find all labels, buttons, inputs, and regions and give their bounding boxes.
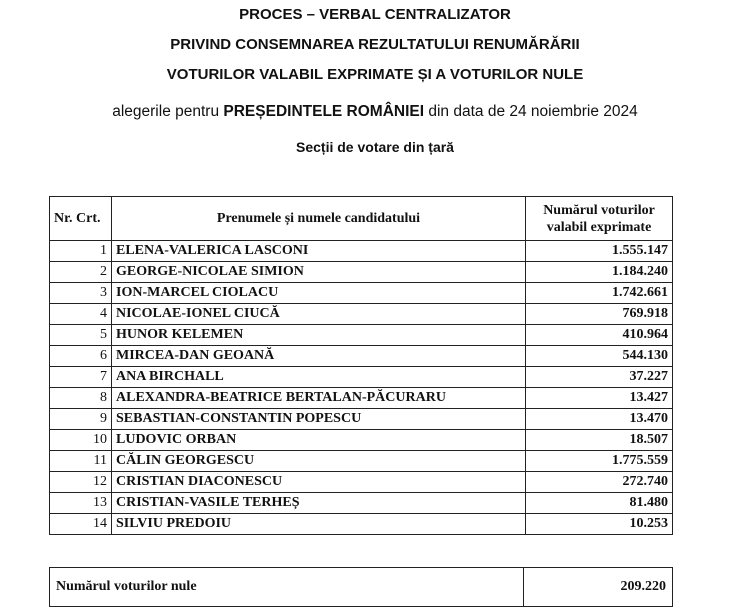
cell-candidate-name: ELENA-VALERICA LASCONI bbox=[112, 241, 526, 262]
cell-votes: 81.480 bbox=[526, 493, 673, 514]
cell-candidate-name: SEBASTIAN-CONSTANTIN POPESCU bbox=[112, 409, 526, 430]
cell-votes: 544.130 bbox=[526, 346, 673, 367]
cell-candidate-name: NICOLAE-IONEL CIUCĂ bbox=[112, 304, 526, 325]
cell-candidate-name: SILVIU PREDOIU bbox=[112, 514, 526, 535]
cell-nr: 9 bbox=[50, 409, 112, 430]
null-votes-table bbox=[49, 567, 673, 607]
header-name: Prenumele și numele candidatului bbox=[112, 197, 526, 241]
cell-candidate-name: HUNOR KELEMEN bbox=[112, 325, 526, 346]
table-row bbox=[50, 493, 673, 514]
header-nr: Nr. Crt. bbox=[50, 197, 112, 241]
cell-votes: 37.227 bbox=[526, 367, 673, 388]
table-row bbox=[50, 283, 673, 304]
cell-nr: 11 bbox=[50, 451, 112, 472]
cell-nr: 8 bbox=[50, 388, 112, 409]
cell-votes: 18.507 bbox=[526, 430, 673, 451]
cell-votes: 1.184.240 bbox=[526, 262, 673, 283]
cell-votes: 1.775.559 bbox=[526, 451, 673, 472]
cell-votes: 410.964 bbox=[526, 325, 673, 346]
table-row bbox=[50, 241, 673, 262]
null-votes-label: Numărul voturilor nule bbox=[50, 568, 524, 607]
cell-candidate-name: CĂLIN GEORGESCU bbox=[112, 451, 526, 472]
cell-nr: 6 bbox=[50, 346, 112, 367]
null-votes-value: 209.220 bbox=[524, 568, 673, 607]
header-votes: Numărul voturilor valabil exprimate bbox=[526, 197, 673, 241]
cell-nr: 5 bbox=[50, 325, 112, 346]
cell-candidate-name: GEORGE-NICOLAE SIMION bbox=[112, 262, 526, 283]
cell-candidate-name: CRISTIAN-VASILE TERHEȘ bbox=[112, 493, 526, 514]
cell-nr: 14 bbox=[50, 514, 112, 535]
subtitle-suffix: din data de 24 noiembrie 2024 bbox=[424, 103, 638, 120]
cell-candidate-name: CRISTIAN DIACONESCU bbox=[112, 472, 526, 493]
cell-nr: 7 bbox=[50, 367, 112, 388]
section-label: Secții de votare din țară bbox=[296, 139, 454, 155]
document-subtitle bbox=[0, 103, 750, 121]
cell-votes: 1.555.147 bbox=[526, 241, 673, 262]
cell-votes: 13.427 bbox=[526, 388, 673, 409]
cell-nr: 10 bbox=[50, 430, 112, 451]
table-row bbox=[50, 346, 673, 367]
document-title-line-2: PRIVIND CONSEMNAREA REZULTATULUI RENUMĂRĂRII bbox=[170, 36, 580, 53]
document-title: PROCES – VERBAL CENTRALIZATOR bbox=[239, 6, 511, 23]
results-table-body bbox=[50, 241, 673, 535]
cell-candidate-name: ALEXANDRA-BEATRICE BERTALAN-PĂCURARU bbox=[112, 388, 526, 409]
table-row bbox=[50, 388, 673, 409]
cell-nr: 3 bbox=[50, 283, 112, 304]
results-table bbox=[49, 196, 673, 535]
cell-nr: 12 bbox=[50, 472, 112, 493]
null-votes-row bbox=[50, 568, 673, 607]
cell-votes: 10.253 bbox=[526, 514, 673, 535]
cell-votes: 13.470 bbox=[526, 409, 673, 430]
subtitle-prefix: alegerile pentru bbox=[112, 103, 224, 120]
cell-votes: 272.740 bbox=[526, 472, 673, 493]
cell-candidate-name: MIRCEA-DAN GEOANĂ bbox=[112, 346, 526, 367]
table-row bbox=[50, 409, 673, 430]
subtitle-bold: PREȘEDINTELE ROMÂNIEI bbox=[223, 103, 425, 120]
table-header-row bbox=[50, 197, 673, 241]
table-row bbox=[50, 367, 673, 388]
cell-nr: 1 bbox=[50, 241, 112, 262]
table-row bbox=[50, 262, 673, 283]
table-row bbox=[50, 472, 673, 493]
table-row bbox=[50, 451, 673, 472]
cell-nr: 2 bbox=[50, 262, 112, 283]
cell-votes: 769.918 bbox=[526, 304, 673, 325]
cell-nr: 4 bbox=[50, 304, 112, 325]
cell-candidate-name: ION-MARCEL CIOLACU bbox=[112, 283, 526, 304]
document-title-line-3: VOTURILOR VALABIL EXPRIMATE ȘI A VOTURILOR NULE bbox=[166, 66, 584, 83]
table-row bbox=[50, 514, 673, 535]
table-row bbox=[50, 304, 673, 325]
cell-votes: 1.742.661 bbox=[526, 283, 673, 304]
table-row bbox=[50, 325, 673, 346]
table-row bbox=[50, 430, 673, 451]
cell-candidate-name: LUDOVIC ORBAN bbox=[112, 430, 526, 451]
cell-nr: 13 bbox=[50, 493, 112, 514]
cell-candidate-name: ANA BIRCHALL bbox=[112, 367, 526, 388]
